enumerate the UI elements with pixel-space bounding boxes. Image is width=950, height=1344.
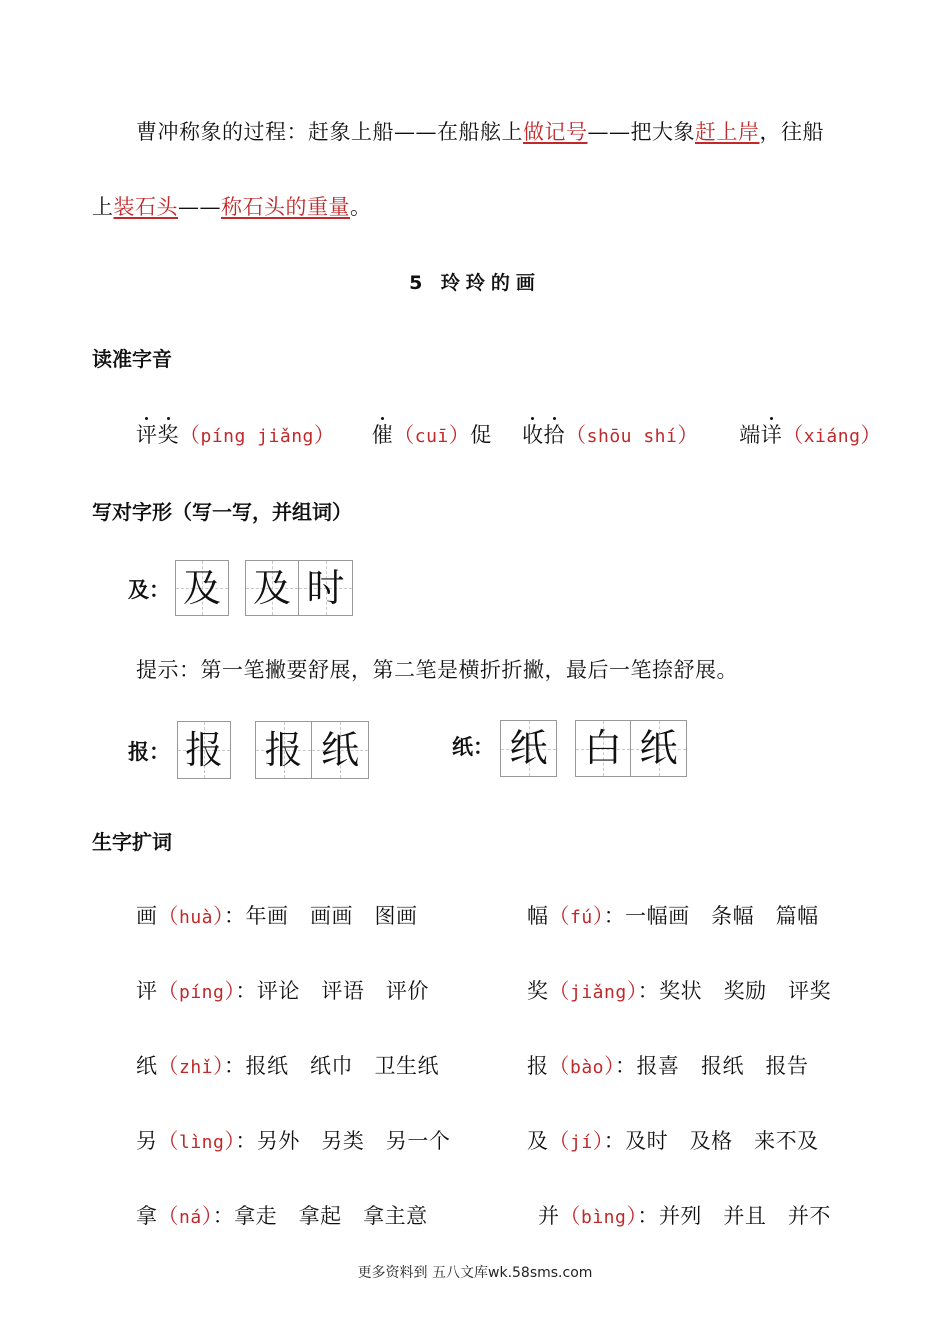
vocab-item: 另（lìng）：另外 另类 另一个 <box>136 1129 451 1153</box>
writing-grid-single <box>177 721 231 779</box>
grid-cell: 报 <box>177 721 231 779</box>
grid-cell: 纸 <box>312 721 369 779</box>
char-label-ji: 及： <box>128 578 170 602</box>
grid-cell: 纸 <box>500 720 557 777</box>
lesson-title: 5 玲玲的画 <box>409 272 541 294</box>
vocab-item: 纸（zhǐ）：报纸 纸巾 卫生纸 <box>136 1054 440 1078</box>
writing-grid-word <box>255 721 369 779</box>
grid-cell: 时 <box>299 560 353 616</box>
intro-text: —— <box>178 195 221 219</box>
vocab-item: 并（bìng）：并列 并且 并不 <box>538 1204 831 1228</box>
writing-grid-single <box>500 720 557 777</box>
intro-text: ，往船 <box>759 120 824 144</box>
intro-text: ——把大象 <box>587 120 695 144</box>
section-heading-writing: 写对字形（写一写，并组词） <box>92 500 352 524</box>
section-heading-vocab: 生字扩词 <box>92 830 172 854</box>
grid-cell: 白 <box>575 720 631 777</box>
vocab-item: 拿（ná）：拿走 拿起 拿主意 <box>136 1204 428 1228</box>
vocab-item: 评（píng）：评论 评语 评价 <box>136 979 429 1003</box>
writing-grid-word <box>245 560 353 616</box>
intro-text: 曹冲称象的过程：赶象上船——在船舷上 <box>136 120 523 144</box>
grid-cell: 及 <box>175 560 229 616</box>
intro-text: 上 <box>92 195 114 219</box>
writing-grid-word <box>575 720 687 777</box>
vocab-item: 报（bào）：报喜 报纸 报告 <box>527 1054 809 1078</box>
pronunciation-item: 端详（xiáng） <box>739 423 882 447</box>
char-label-zhi: 纸： <box>452 735 494 759</box>
intro-text: 。 <box>350 195 372 219</box>
pronunciation-item: 收拾（shōu shí） <box>522 423 699 447</box>
intro-line-2 <box>92 191 372 221</box>
vocab-item: 及（jí）：及时 及格 来不及 <box>527 1129 819 1153</box>
writing-tip: 提示：第一笔撇要舒展，第二笔是横折折撇，最后一笔捺舒展。 <box>136 658 738 682</box>
grid-cell: 纸 <box>631 720 687 777</box>
section-heading-pronunciation: 读准字音 <box>92 347 172 371</box>
grid-cell: 及 <box>245 560 299 616</box>
vocab-item: 画（huà）：年画 画画 图画 <box>136 904 418 928</box>
pronunciation-row <box>136 419 882 449</box>
highlight-answer: 称石头的重量 <box>221 195 350 219</box>
highlight-answer: 做记号 <box>523 120 588 144</box>
pronunciation-item: 评奖（píng jiǎng） <box>136 423 336 447</box>
highlight-answer: 赶上岸 <box>695 120 760 144</box>
char-label-bao: 报： <box>128 740 170 764</box>
vocab-item: 幅（fú）：一幅画 条幅 篇幅 <box>527 904 819 928</box>
intro-line-1 <box>136 116 824 146</box>
highlight-answer: 装石头 <box>113 195 178 219</box>
footer-link[interactable]: 更多资料到 五八文库wk.58sms.com <box>357 1265 593 1281</box>
grid-cell: 报 <box>255 721 312 779</box>
writing-grid-single <box>175 560 229 616</box>
pronunciation-item: 催（cuī）促 <box>371 423 492 447</box>
vocab-item: 奖（jiǎng）：奖状 奖励 评奖 <box>527 979 832 1003</box>
